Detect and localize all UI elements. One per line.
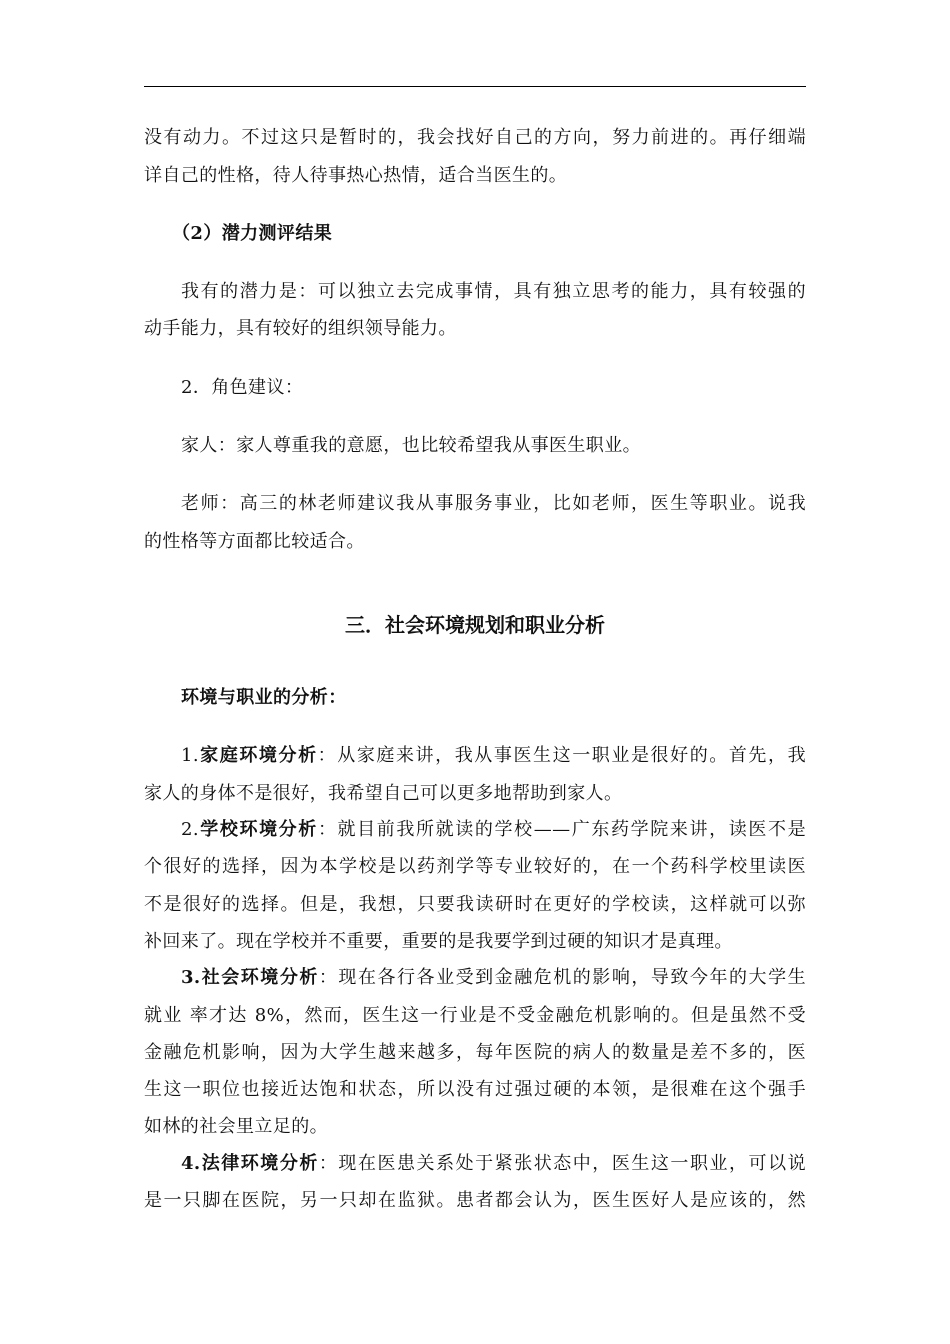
item-number: 4.	[181, 1153, 201, 1174]
section-title: 三．社会环境规划和职业分析	[345, 613, 605, 637]
subheading-role: 2．角色建议：	[181, 377, 304, 398]
paragraph-line: 动手能力，具有较好的组织领导能力。	[144, 318, 457, 339]
list-item-line: 不是很好的选择。但是，我想，只要我读研时在更好的学校读，这样就可以弥	[144, 894, 806, 915]
list-item-line: 补回来了。现在学校并不重要，重要的是我要学到过硬的知识才是真理。	[144, 931, 733, 952]
subheading-potential: （2）潜力测评结果	[172, 223, 333, 244]
list-item-line: 家人的身体不是很好，我希望自己可以更多地帮助到家人。	[144, 783, 623, 804]
item-label: 法律环境分析	[200, 1153, 319, 1174]
paragraph-line: 详自己的性格，待人待事热心热情，适合当医生的。	[144, 165, 568, 186]
item-number: 1.	[181, 745, 199, 766]
paragraph-line: 老师：高三的林老师建议我从事服务事业，比如老师，医生等职业。说我	[181, 493, 806, 514]
list-item-line	[144, 818, 806, 842]
paragraph-line: 的性格等方面都比较适合。	[144, 531, 365, 552]
item-text: ：现在医患关系处于紧张状态中，医生这一职业，可以说	[318, 1153, 807, 1174]
list-item-line	[144, 744, 806, 768]
item-label: 家庭环境分析	[198, 745, 318, 766]
list-item-line: 如林的社会里立足的。	[144, 1116, 328, 1137]
item-label: 学校环境分析	[198, 819, 318, 840]
list-item-line: 是一只脚在医院，另一只却在监狱。患者都会认为，医生医好人是应该的，然	[144, 1190, 806, 1211]
list-item-line: 就业 率才达 8%，然而，医生这一行业是不受金融危机影响的。但是虽然不受	[144, 1005, 806, 1026]
item-text: ：就目前我所就读的学校——广东药学院来讲，读医不是	[317, 819, 807, 840]
item-number: 3.	[181, 967, 201, 988]
paragraph-line: 我有的潜力是：可以独立去完成事情，具有独立思考的能力，具有较强的	[181, 281, 806, 302]
item-text: ：从家庭来讲，我从事医生这一职业是很好的。首先，我	[317, 745, 806, 766]
item-text: ：现在各行各业受到金融危机的影响，导致今年的大学生	[318, 967, 807, 988]
paragraph-line: 家人：家人尊重我的意愿，也比较希望我从事医生职业。	[181, 435, 641, 456]
list-item-line: 个很好的选择，因为本学校是以药剂学等专业较好的，在一个药科学校里读医	[144, 856, 806, 877]
list-item-line: 金融危机影响，因为大学生越来越多，每年医院的病人的数量是差不多的，医	[144, 1042, 806, 1063]
header-rule	[144, 86, 806, 87]
subheading-environment: 环境与职业的分析：	[181, 687, 347, 708]
list-item-line	[144, 1152, 806, 1176]
item-number: 2.	[181, 819, 199, 840]
list-item-line: 生这一职位也接近达饱和状态，所以没有过强过硬的本领，是很难在这个强手	[144, 1079, 806, 1100]
item-label: 社会环境分析	[200, 967, 319, 988]
list-item-line	[144, 966, 806, 990]
paragraph-line: 没有动力。不过这只是暂时的，我会找好自己的方向，努力前进的。再仔细端	[144, 127, 806, 148]
